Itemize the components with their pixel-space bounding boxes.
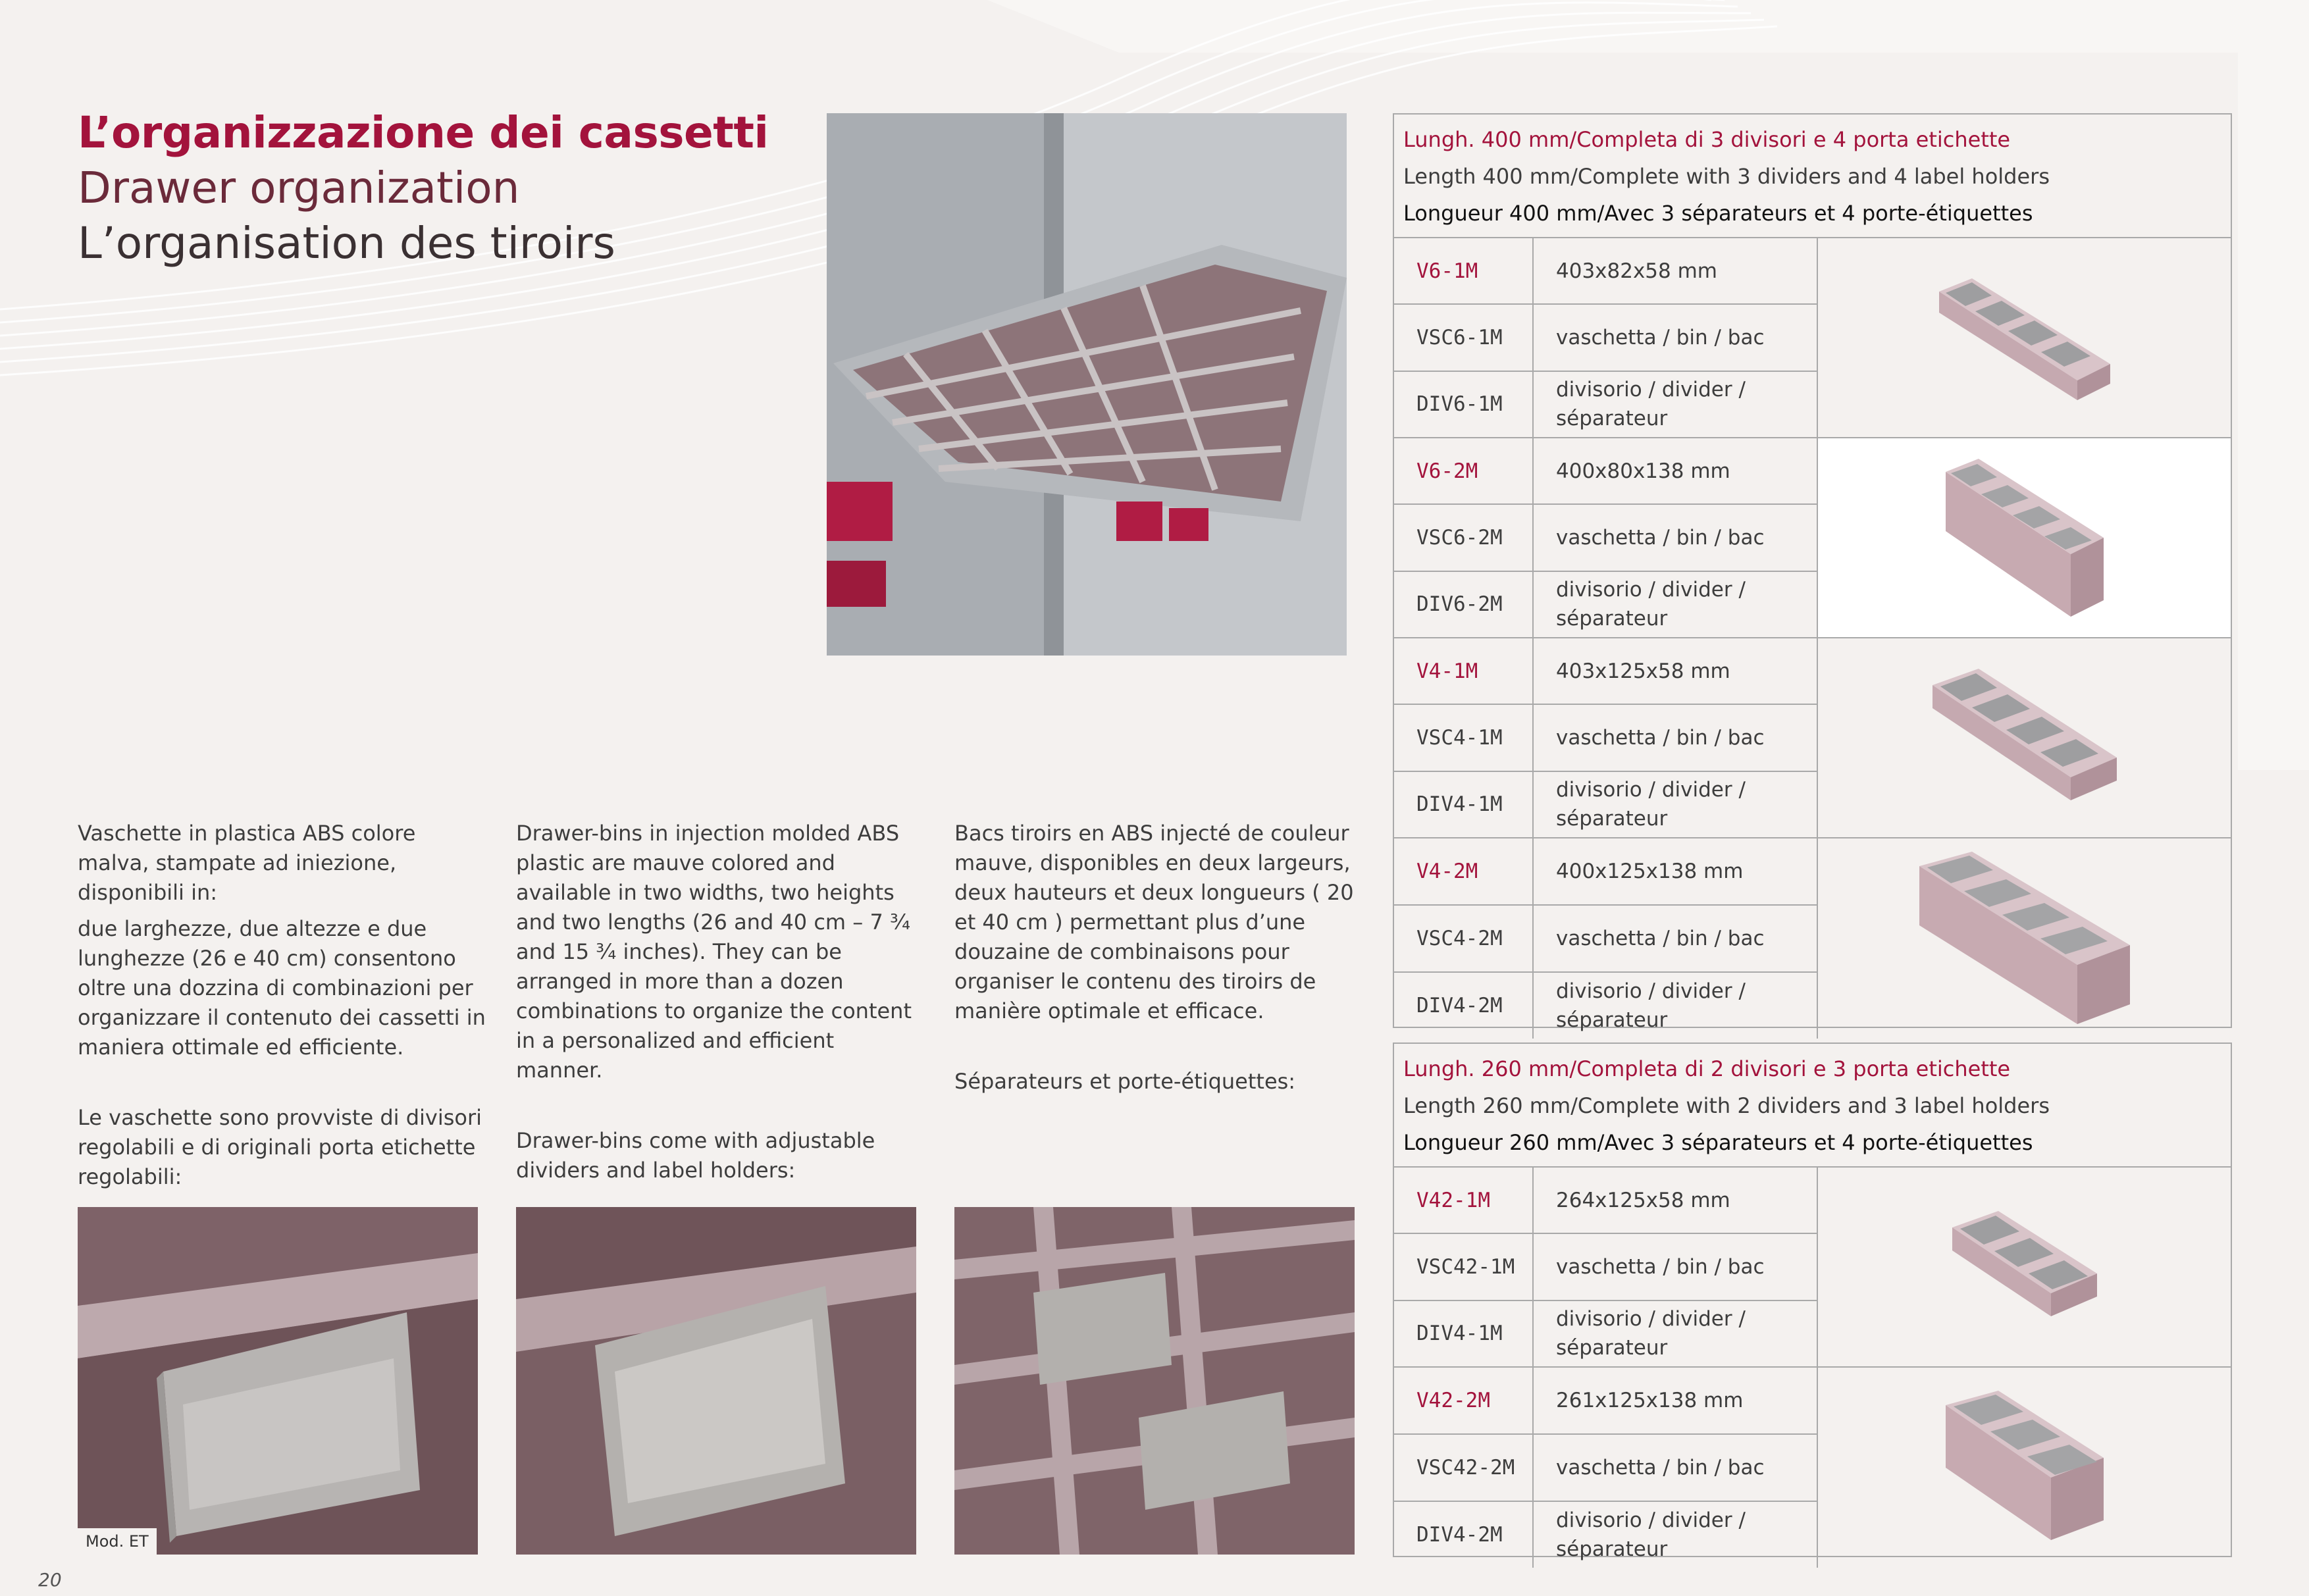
- product-group-v42-2m: [1394, 1368, 2231, 1568]
- product-desc: divisorio / divider / séparateur: [1534, 973, 1818, 1039]
- product-group-v4-1m: [1394, 638, 2231, 838]
- hero-drawer-photo: [827, 113, 1347, 656]
- product-desc: divisorio / divider / séparateur: [1534, 572, 1818, 637]
- header-french: Longueur 400 mm/Avec 3 séparateurs et 4 porte-étiquettes: [1403, 201, 2033, 226]
- table-row: [1394, 1502, 1818, 1568]
- product-code: VSC6-1M: [1394, 305, 1534, 370]
- product-desc: vaschetta / bin / bac: [1534, 1435, 1818, 1501]
- table-row: [1394, 505, 1818, 571]
- table-row: [1394, 705, 1818, 771]
- product-code: DIV4-1M: [1394, 1301, 1534, 1366]
- dividers-note-french: Séparateurs et porte-étiquettes:: [954, 1069, 1296, 1094]
- product-code: DIV6-1M: [1394, 372, 1534, 437]
- bin-image: [1818, 238, 2231, 437]
- page-number: 20: [38, 1569, 62, 1591]
- table-row: [1394, 772, 1818, 837]
- text-column-english: [516, 819, 924, 1192]
- product-code: DIV4-2M: [1394, 973, 1534, 1039]
- table-row: [1394, 973, 1818, 1039]
- product-desc: 261x125x138 mm: [1534, 1368, 1818, 1433]
- product-code: VSC4-2M: [1394, 906, 1534, 971]
- product-desc: divisorio / divider / séparateur: [1534, 1502, 1818, 1568]
- bin-image: [1818, 638, 2231, 837]
- table-row: [1394, 572, 1818, 637]
- table-row: [1394, 1301, 1818, 1366]
- text-column-italian: [78, 819, 486, 1198]
- product-code: V6-2M: [1394, 438, 1534, 503]
- product-code: V42-2M: [1394, 1368, 1534, 1433]
- product-group-v6-2m: [1394, 438, 2231, 638]
- bin-image: [1818, 838, 2231, 1039]
- product-desc: vaschetta / bin / bac: [1534, 705, 1818, 770]
- table-260mm-header: [1394, 1044, 2231, 1168]
- header-italian: Lungh. 260 mm/Completa di 2 divisori e 3 porta etichette: [1403, 1056, 2011, 1081]
- product-desc: vaschetta / bin / bac: [1534, 305, 1818, 370]
- model-label: Mod. ET: [78, 1528, 157, 1555]
- header-english: Length 260 mm/Complete with 2 dividers and 3 label holders: [1403, 1093, 2050, 1118]
- product-code: DIV4-1M: [1394, 772, 1534, 837]
- bin-image: [1818, 1168, 2231, 1366]
- text-column-french: [954, 819, 1362, 1103]
- divider-photo-1: [78, 1207, 478, 1555]
- intro-italian: Vaschette in plastica ABS colore malva, stampate ad iniezione, disponibili in:: [78, 821, 416, 905]
- divider-photo-3: [954, 1207, 1355, 1555]
- dividers-note-italian: Le vaschette sono provviste di divisori regolabili e di originali porta etichette regolabili:: [78, 1105, 482, 1189]
- product-desc: vaschetta / bin / bac: [1534, 505, 1818, 570]
- product-desc: 264x125x58 mm: [1534, 1168, 1818, 1233]
- product-desc: 403x82x58 mm: [1534, 238, 1818, 303]
- table-row: [1394, 1168, 1818, 1234]
- bin-image: [1818, 1368, 2231, 1568]
- divider-photo-2: [516, 1207, 916, 1555]
- bin-image: [1818, 438, 2231, 637]
- header-french: Longueur 260 mm/Avec 3 séparateurs et 4 porte-étiquettes: [1403, 1130, 2033, 1155]
- product-desc: divisorio / divider / séparateur: [1534, 772, 1818, 837]
- table-400mm-header: [1394, 115, 2231, 238]
- table-row: [1394, 438, 1818, 505]
- body-french: Bacs tiroirs en ABS injecté de couleur mauve, disponibles en deux largeurs, deux hauteurs et deux longueurs ( 20 et 40 cm ) permettant plus d’une douzaine de combinaisons pour organiser le contenu des tiroirs de manière optimale et efficace.: [954, 821, 1354, 1023]
- product-code: V4-1M: [1394, 638, 1534, 704]
- table-row: [1394, 1368, 1818, 1435]
- table-260mm: [1393, 1043, 2232, 1561]
- product-code: VSC6-2M: [1394, 505, 1534, 570]
- table-row: [1394, 1435, 1818, 1502]
- product-group-v4-2m: [1394, 838, 2231, 1039]
- body-italian: due larghezze, due altezze e due lunghezze (26 e 40 cm) consentono oltre una dozzina di combinazioni per organizzare il contenuto dei cassetti in maniera ottimale ed efficiente.: [78, 916, 486, 1060]
- product-group-v42-1m: [1394, 1168, 2231, 1368]
- table-400mm: [1393, 113, 2232, 1032]
- header-italian: Lungh. 400 mm/Completa di 3 divisori e 4 porta etichette: [1403, 127, 2011, 152]
- product-desc: 400x80x138 mm: [1534, 438, 1818, 503]
- product-code: V42-1M: [1394, 1168, 1534, 1233]
- product-desc: 403x125x58 mm: [1534, 638, 1818, 704]
- dividers-note-english: Drawer-bins come with adjustable dividers and label holders:: [516, 1128, 875, 1183]
- product-code: DIV4-2M: [1394, 1502, 1534, 1568]
- product-code: VSC42-1M: [1394, 1234, 1534, 1299]
- table-row: [1394, 372, 1818, 437]
- product-group-v6-1m: [1394, 238, 2231, 438]
- title-italian: L’organizzazione dei cassetti: [78, 107, 769, 158]
- product-desc: divisorio / divider / séparateur: [1534, 1301, 1818, 1366]
- table-row: [1394, 838, 1818, 906]
- product-desc: vaschetta / bin / bac: [1534, 906, 1818, 971]
- header-english: Length 400 mm/Complete with 3 dividers and 4 label holders: [1403, 164, 2050, 189]
- product-desc: 400x125x138 mm: [1534, 838, 1818, 904]
- product-code: V4-2M: [1394, 838, 1534, 904]
- title-english: Drawer organization: [78, 163, 520, 213]
- product-code: VSC4-1M: [1394, 705, 1534, 770]
- table-row: [1394, 305, 1818, 371]
- product-code: VSC42-2M: [1394, 1435, 1534, 1501]
- product-code: DIV6-2M: [1394, 572, 1534, 637]
- table-row: [1394, 638, 1818, 705]
- table-row: [1394, 238, 1818, 305]
- title-block: [78, 105, 769, 271]
- product-desc: divisorio / divider / séparateur: [1534, 372, 1818, 437]
- product-desc: vaschetta / bin / bac: [1534, 1234, 1818, 1299]
- title-french: L’organisation des tiroirs: [78, 218, 615, 269]
- product-code: V6-1M: [1394, 238, 1534, 303]
- table-row: [1394, 1234, 1818, 1300]
- body-english: Drawer-bins in injection molded ABS plastic are mauve colored and available in two widths, two heights and two lengths (26 and 40 cm – 7 ¾ and 15 ¾ inches). They can be arranged in more than a dozen combinations to organize the content in a personalized and efficient manner.: [516, 821, 912, 1083]
- table-row: [1394, 906, 1818, 973]
